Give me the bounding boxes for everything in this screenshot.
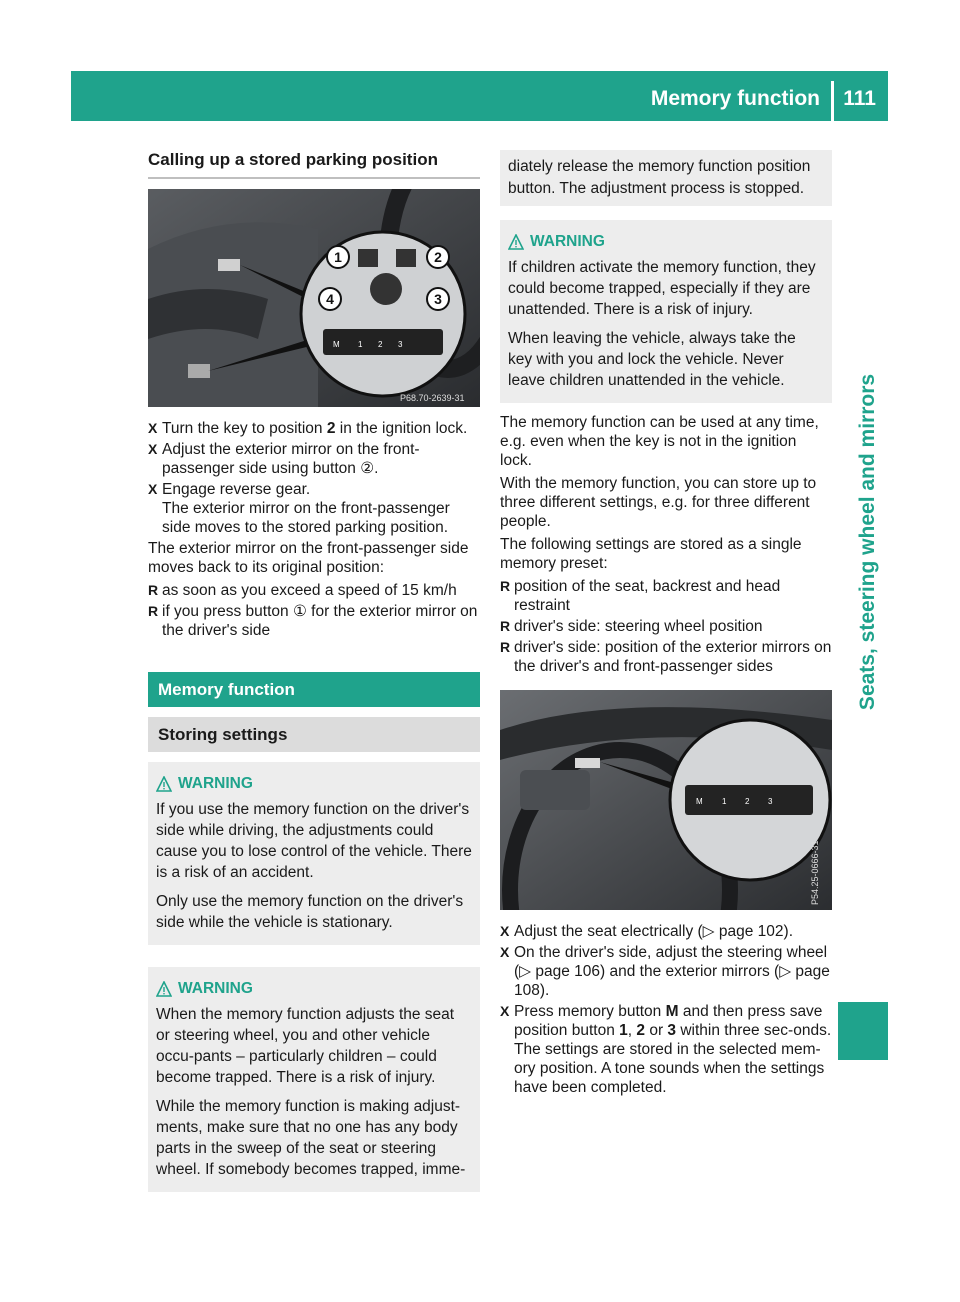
bullet-item: R driver's side: position of the exterior mirrors on the driver's and front-passenger sides	[500, 638, 832, 676]
svg-text:3: 3	[768, 797, 773, 806]
header-divider	[831, 81, 834, 121]
left-column	[148, 150, 480, 1192]
warning-box: WARNING When the memory function adjusts the seat or steering wheel, you and other vehicle occu-pants – particularly children – could become trapped. There is a risk of injury. While the memory function is making adjust-ments, make sure that no one has any body parts in the sweep of the seat or steering wheel. If somebody becomes trapped, imme-	[148, 967, 480, 1192]
bullet-item: R driver's side: steering wheel position	[500, 617, 832, 636]
seat-memory-photo	[500, 690, 832, 910]
svg-text:M: M	[333, 340, 340, 349]
door-panel-illustration	[148, 189, 480, 407]
right-column	[500, 150, 832, 1099]
photo-code: P68.70-2639-31	[400, 393, 465, 403]
paragraph: With the memory function, you can store up to three different settings, e.g. for three different people.	[500, 475, 817, 530]
svg-text:2: 2	[378, 340, 383, 349]
paragraph: The following settings are stored as a single memory preset:	[500, 536, 802, 572]
warning-box: WARNING If children activate the memory function, they could become trapped, especially if they are unattended. There is a risk of injury. When leaving the vehicle, always take the key with you and lock the vehicle. Never leave children unattended in the vehicle.	[500, 220, 832, 403]
bullet-item: R position of the seat, backrest and head restraint	[500, 577, 832, 615]
svg-text:1: 1	[358, 340, 363, 349]
warning-continuation: diately release the memory function position button. The adjustment process is stopped.	[500, 150, 832, 206]
warning-box: WARNING If you use the memory function on the driver's side while driving, the adjustments could cause you to lose control of the vehicle. There is a risk of an accident. Only use the memory function on the driver's side while the vehicle is stationary.	[148, 762, 480, 945]
side-tab	[838, 1002, 888, 1060]
door-memory-photo	[148, 189, 480, 407]
paragraph: The memory function can be used at any time, e.g. even when the key is not in the ignition lock.	[500, 414, 819, 469]
section-heading: Calling up a stored parking position	[148, 150, 480, 179]
side-title: Seats, steering wheel and mirrors	[856, 373, 879, 711]
warning-triangle-icon	[156, 981, 172, 997]
warning-triangle-icon	[156, 776, 172, 792]
svg-text:3: 3	[434, 291, 442, 307]
warning-head: WARNING	[508, 232, 824, 251]
page-number: 111	[843, 87, 876, 110]
bullet-item: R if you press button ① for the exterior mirror on the driver's side	[148, 602, 480, 640]
svg-text:1: 1	[334, 249, 342, 265]
step-item: X On the driver's side, adjust the steering wheel (▷ page 106) and the exterior mirrors (▷ page 108).	[500, 943, 832, 1000]
step-item: X Press memory button M and then press save position button 1, 2 or 3 within three sec-onds. The settings are stored in the selected mem-ory position. A tone sounds when the settings have been completed.	[500, 1002, 832, 1097]
header-title: Memory function	[650, 87, 820, 110]
svg-text:M: M	[696, 797, 703, 806]
step-item: X Engage reverse gear. The exterior mirror on the front-passenger side moves to the stored parking position.	[148, 480, 480, 537]
warning-head: WARNING	[156, 979, 472, 998]
svg-text:1: 1	[722, 797, 727, 806]
step-item: X Adjust the exterior mirror on the front-passenger side using button ②.	[148, 440, 480, 478]
warning-triangle-icon	[508, 234, 524, 250]
step-item: X Turn the key to position 2 in the ignition lock.	[148, 419, 480, 438]
paragraph: The exterior mirror on the front-passenger side moves back to its original position:	[148, 540, 469, 576]
svg-text:3: 3	[398, 340, 403, 349]
bullet-item: R as soon as you exceed a speed of 15 km/h	[148, 581, 480, 600]
warning-head: WARNING	[156, 774, 472, 793]
storing-settings-band: Storing settings	[148, 717, 480, 752]
seat-memory-illustration	[500, 690, 832, 910]
step-item: X Adjust the seat electrically (▷ page 102).	[500, 922, 832, 941]
svg-text:2: 2	[434, 249, 442, 265]
photo-code: P54.25-0666-31	[810, 840, 820, 905]
memory-function-band: Memory function	[148, 672, 480, 707]
svg-text:4: 4	[326, 291, 334, 307]
header-bar	[71, 71, 888, 121]
svg-text:2: 2	[745, 797, 750, 806]
